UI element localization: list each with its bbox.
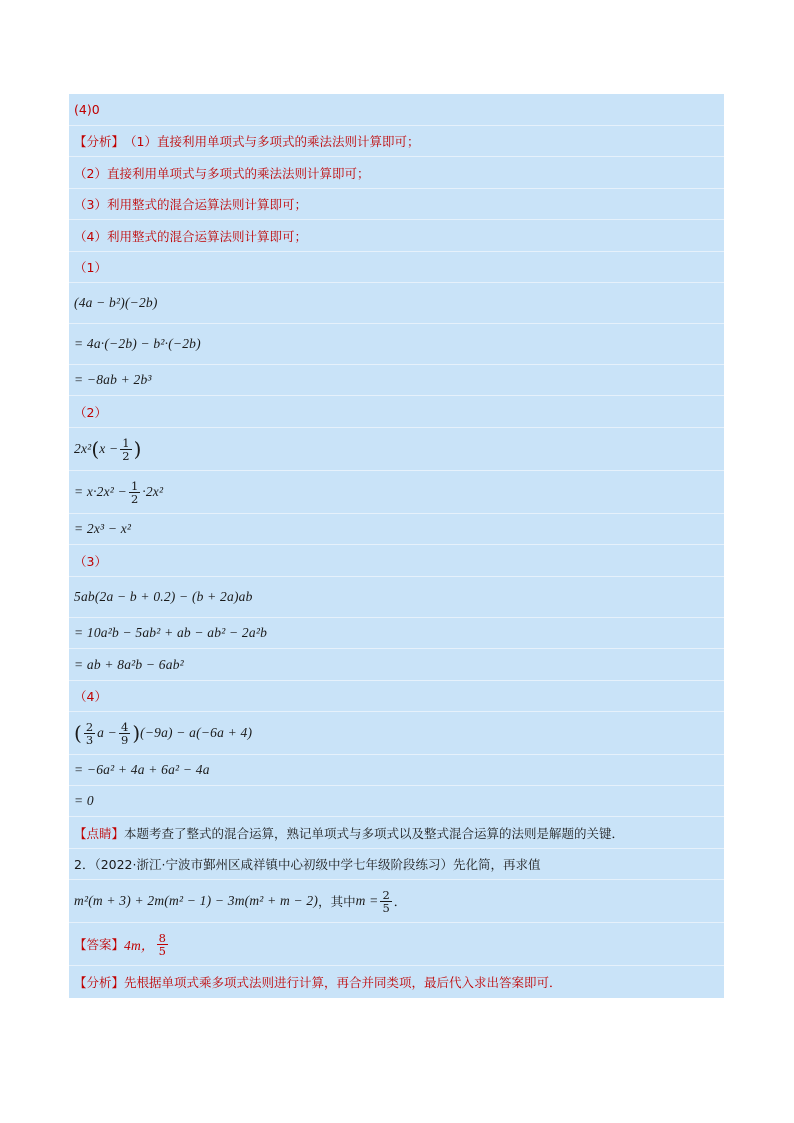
step-3a (69, 577, 724, 618)
analysis-line-3 (69, 189, 724, 220)
step-2a (69, 428, 724, 471)
step-3c (69, 649, 724, 681)
fraction-den: 2 (130, 491, 139, 506)
fraction-den: 9 (120, 732, 129, 747)
q2-where: ，其中 (318, 894, 356, 909)
expr-2c: = 2x³ − x² (74, 521, 132, 536)
expr-4a-mid: a − (97, 725, 117, 740)
analysis-2-text: 先根据单项式乘多项式法则进行计算，再合并同类项，最后代入求出答案即可． (124, 975, 562, 990)
expr-2a-x: x − (99, 441, 119, 456)
expr-3b: = 10a²b − 5ab² + ab − ab² − 2a²b (74, 625, 268, 640)
step-4b (69, 755, 724, 786)
analysis-text-1: （1）直接利用单项式与多项式的乘法法则计算即可； (124, 134, 420, 149)
analysis-2-tag: 【分析】 (74, 975, 125, 990)
step-1a (69, 283, 724, 324)
fraction-den: 5 (382, 900, 390, 915)
part-3-label: （3） (74, 553, 107, 569)
analysis-line-4 (69, 220, 724, 252)
comment-line (69, 817, 724, 849)
expr-2a-prefix: 2x² (74, 441, 92, 456)
expr-4c: = 0 (74, 793, 94, 808)
paren-close: ) (133, 437, 142, 461)
expr-3c: = ab + 8a²b − 6ab² (74, 656, 184, 672)
expr-2b-suffix: ·2x² (142, 484, 164, 499)
paren-open: ( (91, 437, 100, 461)
answer-line-4 (69, 94, 724, 126)
comment-text: 本题考查了整式的混合运算，熟记单项式与多项式以及整式混合运算的法则是解题的关键． (124, 825, 625, 841)
expr-1b: = 4a·(−2b) − b²·(−2b) (74, 336, 201, 351)
q2-m-eq: m = (355, 893, 379, 908)
analysis-line-2 (69, 157, 724, 189)
fraction-den: 3 (85, 732, 94, 747)
step-2c (69, 514, 724, 545)
fraction-num: 1 (130, 478, 139, 493)
fraction-den: 5 (158, 943, 166, 958)
analysis-line-1 (69, 126, 724, 157)
paren-close: ) (132, 721, 141, 745)
fraction-num: 4 (120, 719, 129, 734)
step-1c (69, 365, 724, 396)
fraction-half (120, 437, 131, 462)
question-2-expr (69, 880, 724, 923)
part-label-2 (69, 396, 724, 428)
part-label-4 (69, 681, 724, 712)
expr-1c: = −8ab + 2b³ (74, 372, 152, 387)
step-2b (69, 471, 724, 514)
analysis-text-2: （2）直接利用单项式与多项式的乘法法则计算即可； (74, 165, 370, 181)
analysis-text-4: （4）利用整式的混合运算法则计算即可； (74, 228, 307, 244)
step-4c (69, 786, 724, 817)
part-label-3 (69, 545, 724, 577)
q2-expression: m²(m + 3) + 2m(m² − 1) − 3m(m² + m − 2) (74, 893, 319, 908)
solution-panel (69, 94, 724, 998)
fraction-eight-fifths (157, 932, 168, 957)
fraction-den: 2 (122, 448, 130, 463)
expr-3a: 5ab(2a − b + 0.2) − (b + 2a)ab (74, 589, 253, 604)
answer-line-q2 (69, 923, 724, 966)
part-2-label: （2） (74, 404, 107, 420)
fraction-num: 8 (158, 930, 166, 945)
analysis-tag: 【分析】 (74, 134, 125, 149)
analysis-line-q2 (69, 966, 724, 998)
answer-4-text: (4)0 (74, 102, 100, 117)
part-4-label: （4） (74, 689, 107, 704)
paren-open: ( (74, 721, 82, 745)
part-1-label: （1） (74, 260, 107, 275)
expr-4b: = −6a² + 4a + 6a² − 4a (74, 762, 210, 777)
expr-1a: (4a − b²)(−2b) (74, 295, 158, 310)
expr-2b-prefix: = x·2x² − (74, 484, 127, 499)
question-2-title (69, 849, 724, 880)
step-3b (69, 618, 724, 649)
answer-value: 4m， (124, 938, 155, 953)
step-4a (69, 712, 724, 755)
fraction-num: 2 (85, 719, 94, 734)
step-1b (69, 324, 724, 365)
fraction-num: 2 (382, 887, 390, 902)
comment-tag: 【点睛】 (74, 825, 125, 841)
analysis-text-3: （3）利用整式的混合运算法则计算即可； (74, 197, 307, 212)
answer-tag: 【答案】 (74, 937, 125, 952)
fraction-num: 1 (122, 435, 130, 450)
q2-period: ． (393, 894, 407, 909)
question-2-text: 2．（2022·浙江·宁波市鄞州区咸祥镇中心初级中学七年级阶段练习）先化简，再求值 (74, 857, 541, 872)
fraction-two-fifths (380, 889, 391, 914)
fraction-half-2 (129, 480, 140, 505)
part-label-1 (69, 252, 724, 283)
fraction-two-thirds (84, 721, 95, 746)
expr-4a-suffix: (−9a) − a(−6a + 4) (140, 725, 253, 740)
fraction-four-ninths (119, 721, 130, 746)
